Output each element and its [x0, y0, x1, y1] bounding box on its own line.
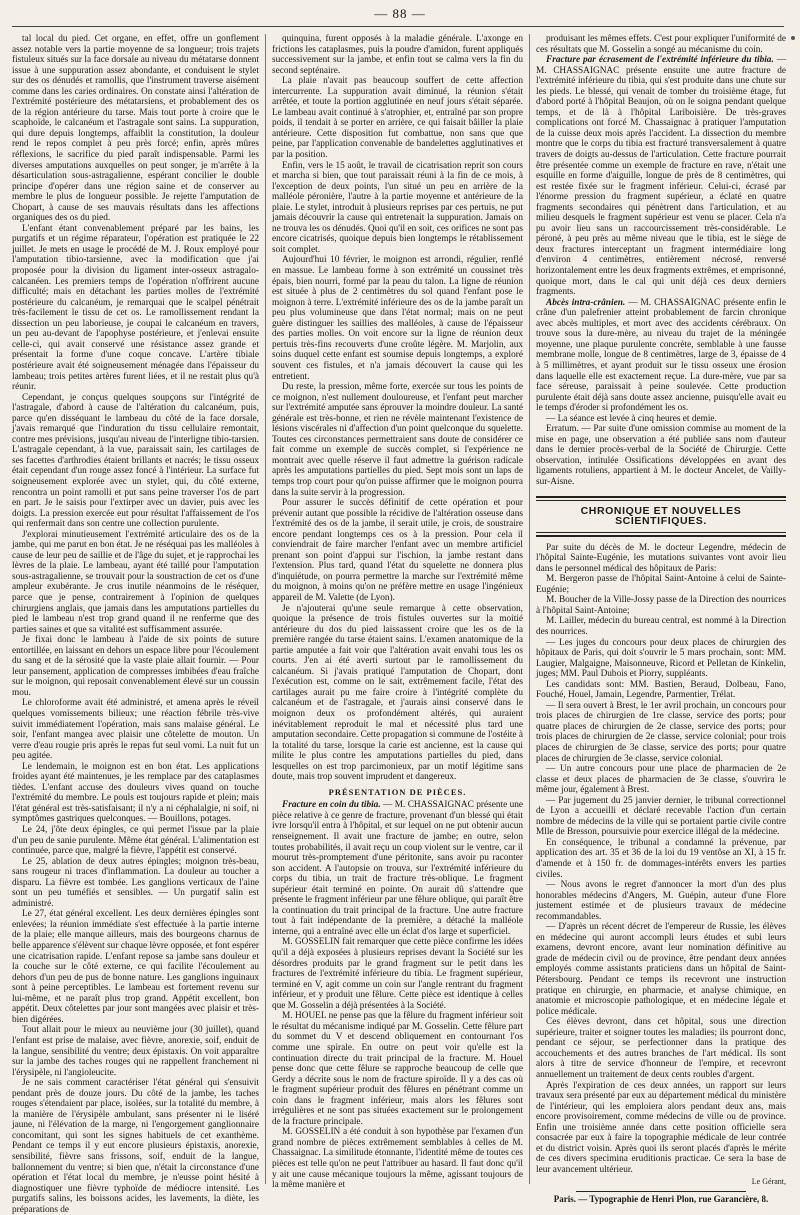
- paragraph: M. GOSSELIN a été conduit à son hypothèse par l'examen d'un grand nombre de pièces extrêmement semblables à celles de M. Chassaignac. La similitude étonnante, l'identité même de toutes ces pièces est telle qu'on ne peut l'attribuer au hasard. Il faut donc qu'il y ait une cause mécanique toujours la même, agissant toujours de la même manière et: [272, 1127, 523, 1191]
- paragraph-body: — M. CHASSAIGNAC présente une pièce relative à ce genre de fracture, provenant d'un blessé qui était ivre lorsqu'il entra à l'hôpital, et sur lequel on ne put obtenir aucun renseignement. Il avait une fracture de jambe; en outre, selon toutes probabilités, il avait reçu un coup violent sur le ventre, car il mourut très-promptement d'une péritonite, sans avoir pu raconter son accident. A l'autopsie on trouva, sur l'extrémité inférieure du corps du tibia, un trait de fracture très-oblique. Le fragment supérieur était terminé en pointe. On aurait dû s'attendre que présente le fragment inférieur par une fêlure oblique, qui paraît être la continuation du trait principal de la fracture. Une autre fracture tout à fait indépendante de la première, a détaché la malléole interne, qui a entraîné avec elle un éclat d'os large et superficiel.: [272, 800, 523, 937]
- paragraph: L'enfant étant convenablement préparé par les bains, les purgatifs et un régime réparateur, l'opération est pratiquée le 22 juillet. Je mets en usage le procédé de M. J. Roux employé pour l'amputation tibio-tarsienne, avec la modification que j'ai proposée pour la division du ligament inter-osseux astragalo-calcanéen. Les premiers temps de l'opération n'offrirent aucune difficulté; mais en détachant les parties molles de l'extrémité postérieure du calcanéum, je remarquai que le scalpel pénétrait très-facilement le tissu de cet os. Le ramollissement rendant la dissection un peu laborieuse, je coupai le calcanéum en travers, un peu au-devant de l'apophyse postérieure, et j'enlevai ensuite celle-ci, qui avait conservé une résistance assez grande et présentait la forme d'une coque concave. L'artère tibiale postérieure avait été soigneusement ménagée dans l'épaisseur du lambeau; trois petites artères furent liées, et il ne restait plus qu'à réunir.: [12, 223, 259, 393]
- paragraph-lead: Fracture en coin du tibia.: [282, 800, 381, 811]
- paragraph: — D'après un récent décret de l'empereur de Russie, les élèves en médecine qui auront accompli leurs études et subi leurs examens, devront encore, avant leur nomination définitive au grade de médecin civil ou de province, être pendant deux années employés comme assistants praticiens dans un hôpital de Saint-Pétersbourg. Pendant ce temps ils recevront une instruction pratique en chirurgie, en pharmacie, et analyse chimique, en anatomie et microscopie pathologique, et en médecine légale et police médicale.: [536, 922, 786, 1017]
- column-divider: [265, 34, 266, 1184]
- paragraph: Enfin, vers le 15 août, le travail de cicatrisation reprit son cours et marcha si bien, que tout paraissait réuni à la fin de ce mois, à l'exception de deux points, l'un situé un peu en arrière de la malléole péronière, l'autre à la partie moyenne et antérieure de la plaie. Le stylet, introduit à plusieurs reprises par ces pertuis, ne put jamais découvrir la cause qui entretenait la suppuration. Jamais on ne trouva les os dénudés. Quoi qu'il en soit, ces orifices ne sont pas encore cicatrisés, quoique depuis bien longtemps le rétablissement soit complet.: [272, 160, 523, 255]
- section-rule: [536, 532, 786, 533]
- paragraph: Ces élèves devront, dans cet hôpital, sous une direction supérieure, traiter et soigner toutes les maladies; ils pourront donc, pendant ce séjour, se perfectionner dans la pratique des accouchements et des autres branches de l'art médical. Ils sont alors à titre de service d'honneur de l'empire, et recevront annuellement un traitement de deux cents roubles d'argent.: [536, 1017, 786, 1080]
- paragraph: Je ne sais comment caractériser l'état général qui s'ensuivit pendant près de douze jours. Du côté de la jambe, les taches rouges s'étendaient par place, isolées, sur la totalité du membre, à la manière de l'érysipèle ambulant, sans présenter ni le liséré jaune, ni l'élévation de la marge, ni l'engorgement ganglionnaire concomitant, qui sont les signes habituels de cet exanthème. Pendant ce temps il y eut encore plusieurs épistaxis, anorexie, sensibilité, fièvre sans frissons, soif, enduit de la langue, ballonnement du ventre; si bien que, n'était la circonstance d'une opération et l'état local du membre, je n'eusse point hésité à diagnostiquer une fièvre typhoïde de médiocre intensité. Les purgatifs salins, les boissons acides, les lavements, la diète, les préparations de: [12, 1078, 259, 1215]
- section-title-chronique: CHRONIQUE ET NOUVELLES SCIENTIFIQUES.: [580, 504, 742, 528]
- margin-mark: [791, 36, 795, 40]
- paragraph: Tout allait pour le mieux au neuvième jour (30 juillet), quand l'enfant est prise de malaise, avec fièvre, anorexie, soif, enduit de la langue, sensibilité du ventre; deux épistaxis. On voit apparaître sur la jambe des taches rouges qui ne rappellent franchement ni l'érysipèle, ni l'angioleucite.: [12, 1025, 259, 1078]
- column-left: [12, 34, 259, 1215]
- paragraph-body: — M. CHASSAIGNAC présente ensuite une autre fracture de l'extrémité inférieure du tibia, qui s'est produite dans une chute sur les pieds. Le blessé, qui venait de tomber du troisième étage, fut d'abord porté à l'hôpital Beaujon, où on le soigna pendant quelque temps, et de là à l'hôpital Lariboisière. De très-graves complications ont forcé M. Chassaignac à pratiquer l'amputation de la cuisse deux mois après l'accident. La dissection du membre montre que le corps du tibia est fracturé transversalement à quatre travers de doigts au-dessus de l'articulation. Cette fracture pourrait être présentée comme un exemple de fracture en rave, n'était une esquille en forme d'aiguille, longue de près de 8 centimètres, qui est restée fixée sur le fragment inférieur. Celui-ci, écrasé par l'énorme pression du fragment supérieur, a éclaté en quatre fragments secondaires qui pénètrent dans l'articulation, et au milieu desquels le fragment supérieur est venu se placer. Cela n'a pu avoir lieu sans un raccourcissement très-considérable. Le péroné, à peu près au même niveau que le tibia, est le siège de deux fractures interceptant un fragment intermédiaire long d'environ 4 centimètres, entièrement nécrosé, renversé horizontalement entre les deux fragments extrêmes, et emprisonné, quoique mort, dans le cal qui unit déjà ces deux derniers fragments.: [536, 55, 786, 298]
- paragraph: [536, 298, 786, 414]
- section-rule: [536, 496, 786, 498]
- paragraph: — La séance est levée à cinq heures et demie.: [546, 413, 717, 424]
- page-number: — 88 —: [374, 6, 426, 21]
- paragraph: Je n'ajouterai qu'une seule remarque à cette observation, quoique la présence de trois fistules ouvertes sur la moitié antérieure du dos du pied laissassent croire que les os de la première rangée du tarse étaient sains. L'examen anatomique de la partie amputée a fait voir que l'altération avait envahi tous les os courts. J'en ai été averti surtout par le ramollissement du calcanéum. Si j'avais pratiqué l'amputation de Chopart, dont l'exécution est, comme on le sait, extrêmement facile, l'état des cartilages aurait pu me faire croire à l'intégrité complète du calcanéum et de l'astragale, et j'aurais ainsi conservé dans le moignon deux os profondément altérés, qui auraient inévitablement reproduit le mal et nécessité plus tard une amputation secondaire. Cette propagation si commune de l'ostéite à la totalité du tarse, lorsque la carie est ancienne, est la cause qui milite le plus contre les amputations partielles du pied, dans lesquelles on est trop parcimonieux, par un motif légitime sans doute, mais trop souvent imprudent et dangereux.: [272, 603, 523, 783]
- section-rule: [536, 535, 786, 537]
- paragraph: M. Lailler, médecin du bureau central, est nommé à la Direction des nourrices.: [536, 616, 786, 637]
- paragraph: Pour assurer le succès définitif de cette opération et pour prévenir autant que possible la récidive de l'altération osseuse dans l'extrémité des os de la jambe, il serait utile, je crois, de soustraire encore pendant longtemps ces os à la pression. Pour cela il conviendrait de faire marcher l'enfant avec un membre artificiel prenant son point d'appui sur l'ischion, la jambe restant dans l'extension. Plus tard, quand l'état du squelette ne donnera plus d'inquiétude, on pourra permettre la marche sur l'extrémité même du moignon, à moins qu'on ne préfère mettre en usage l'ingénieux appareil de M. Valette (de Lyon).: [272, 498, 523, 603]
- column-right: [536, 34, 787, 1204]
- paragraph: — Un autre concours pour une place de pharmacien de 2e classe et deux places de pharmacien de 3e classe, s'ouvrira le même jour, également à Brest.: [536, 764, 786, 796]
- signature-line: Le Gérant,: [751, 1177, 786, 1187]
- paragraph: Cependant, je conçus quelques soupçons sur l'intégrité de l'astragale, d'abord à cause de l'altération du calcanéum, puis, parce qu'en disséquant le lambeau du côté de la face dorsale, j'avais remarqué que l'induration du tissu cellulaire remontait, contre mes prévisions, jusqu'au niveau de l'interligne tibio-tarsien. L'astragale cependant, à la vue, paraissait sain, les cartilages de ses facettes d'arthrodies étaient brillants et nacrés; le tissu osseux était cependant d'un rouge assez foncé à l'intérieur. La surface fut soigneusement explorée avec un stylet, qui, du côté externe, rencontra un point ramolli et put sans peine traverser l'os de part en part. Je le saisis pour l'extirper avec un davier, puis avec les doigts. La pression exercée eut pour résultat l'affaissement de l'os qui renfermait dans son centre une collection purulente.: [12, 392, 259, 530]
- paragraph: quinquina, furent opposés à la maladie générale. L'axonge en frictions les cataplasmes, puis la poudre d'amidon, furent appliqués successivement sur la jambe, et enfin tout se calma vers la fin du second septénaire.: [272, 34, 523, 76]
- paragraph: — Les juges du concours pour deux places de chirurgien des hôpitaux de Paris, qui doit s'ouvrir le 5 mars prochain, sont: MM. Laugier, Malgaigne, Maisonneuve, Ricord et Pelletan de Kinkelin, juges; MM. Paul Dubois et Piorry, suppléants.: [536, 637, 786, 680]
- section-rule: [536, 500, 786, 501]
- paragraph: M. HOUEL ne pense pas que la fêlure du fragment inférieur soit le résultat du mécanisme indiqué par M. Gosselin. Cette fêlure part du sommet du V et descend obliquement en contournant l'os comme une spirale. En outre on peut voir qu'elle est la continuation directe du trait principal de la fracture. M. Houel pense donc que cette fêlure se rapproche beaucoup de celle que Gerdy a décrite sous le nom de fracture spiroïde. Il y a des cas où le fragment supérieur produit des fêlures en pénétrant comme un coin dans le fragment inférieur, mais alors les fêlures sont irrégulières et ne sont pas situées exactement sur le prolongement de la fracture principale.: [272, 1011, 523, 1127]
- paragraph: tal local du pied. Cet organe, en effet, offre un gonflement assez notable vers la partie moyenne de sa longueur; trois trajets fistuleux situés sur la face dorsale au niveau du métatarse donnent issue à une suppuration assez abondante, et conduisent le stylet sur des os dénudés et ramollis, que l'instrument traverse aisément comme dans les caries ordinaires. On constate ainsi l'altération de l'extrémité postérieure des métatarsiens, et probablement des os de la région antérieure du tarse. Mais tout porte à croire que le scaphoïde, le calcanéum et l'astragale sont sains. La suppuration, qui dure depuis longtemps, affaiblit la constitution, la douleur rend le repos complet à peu près forcé; enfin, après mûres réflexions, le sacrifice du pied paraît indispensable. Parmi les diverses amputations auxquelles on peut songer, je m'arrête à la désarticulation sous-astragalienne, espérant concilier le double principe d'opérer dans une région saine et de conserver au membre le plus de longueur possible. Je rejette l'amputation de Chopart, à cause de ses mauvais résultats dans les affections organiques des os du pied.: [12, 34, 259, 224]
- paragraph: [272, 800, 523, 937]
- paragraph: — Nous avons le regret d'annoncer la mort d'un des plus honorables médecins d'Angers, M. Guépin, auteur d'une Flore justement estimée et de plusieurs travaux de médecine recommandables.: [536, 880, 786, 922]
- paragraph-lead: Fracture par écrasement de l'extrémité inférieure du tibia.: [546, 55, 774, 66]
- paragraph: Le 25, ablation de deux autres épingles; moignon très-beau, sans rougeur ni traces d'inflammation. La douleur au toucher a disparu. La fièvre est tombée. Les ganglions verticaux de l'aine sont un peu tuméfiés et sensibles. — Un purgatif salin est administré.: [12, 856, 259, 909]
- section-title-block: [536, 496, 786, 537]
- paragraph: Par suite du décès de M. le docteur Legendre, médecin de l'hôpital Sainte-Eugénie, les mutations suivantes vont avoir lieu dans le personnel médical des hôpitaux de Paris:: [536, 542, 786, 574]
- paragraph: Du reste, la pression, même forte, exercée sur tous les points de ce moignon, n'est nullement douloureuse, et l'enfant peut marcher sur l'extrémité amputée sans éprouver la moindre douleur. La santé générale est très-bonne, et rien ne révèle maintenant l'existence de lésions viscérales ni d'affection d'un point quelconque du squelette. Toutes ces circonstances permettraient sans doute de considérer ce fait comme un exemple de succès complet, si l'expérience ne montrait avec quelle réserve il faut admettre la guérison radicale après les amputations partielles du pied. Sept mois sont un laps de temps trop court pour qu'on puisse affirmer que le moignon pourra dans la suite servir à la progression.: [272, 382, 523, 498]
- paragraph: Le lendemain, le moignon est en bon état. Les applications froides ayant été maintenues, je les remplace par des cataplasmes tièdes. L'enfant accuse des douleurs vives quand on touche l'extrémité du membre. Le pouls est toujours rapide et plein; mais l'état général est très-satisfaisant; il n'y a ni céphalalgie, ni soif, ni symptômes gastriques quelconques. — Bouillons, potages.: [12, 761, 259, 825]
- paragraph: Le chloroforme avait été administré, et amena après le réveil quelques vomissements bilieux; une réaction fébrile très-vive suivit immédiatement l'opération, mais sans malaise général. Le soir, l'enfant mangea avec plaisir une côtelette de mouton. Un verre d'eau rougie pris après le repas fut seul vomi. La nuit fut un peu agitée.: [12, 698, 259, 762]
- paragraph: Les candidats sont: MM. Bastien, Beraud, Dolbeau, Fano, Fouché, Houel, Jamain, Legendre, Parmentier, Trélat.: [536, 679, 786, 701]
- paragraph: En conséquence, le tribunal a condamné la prévenue, par application des art. 35 et 36 de la loi du 19 ventôse an XI, à 15 fr. d'amende et à 150 fr. de dommages-intérêts envers les parties civiles.: [536, 837, 786, 880]
- paragraph: produisant les mêmes effets. C'est pour expliquer l'uniformité de ces résultats que M. Gosselin a songé au mécanisme du coin.: [536, 34, 786, 55]
- paragraph: [536, 55, 786, 298]
- paragraph-body: — M. CHASSAIGNAC présente enfin le crâne d'un palefrenier atteint probablement de farcin chronique avec abcès multiples, et mort avec des accidents cérébraux. On trouve sous la dure-mère, au niveau du trajet de la méningée moyenne, une plaque purulente concrète, semblable à une fausse membrane molle, longue de 8 centimètres, large de 3, épaisse de 4 à 5 millimètres, et ayant produit sur le tissu osseux une érosion dans laquelle elle est exactement reçue. La dure-mère, vue par sa face séreuse, paraissait à peine soulevée. Cette production purulente était déjà sans doute assez ancienne, puisqu'elle avait eu le temps d'éroder si profondément les os.: [536, 297, 787, 414]
- paragraph: Le 27, état général excellent. Les deux dernières épingles sont enlevées; la réunion immédiate s'est effectuée à la partie interne de la plaie; elle manque ailleurs, mais des bourgeons charnus de belle apparence s'élèvent sur chaque lèvre opposée, et font espérer une cicatrisation rapide. L'enfant repose sa jambe sans douleur et la couche sur le côté externe, ce qui facilite l'écoulement au dehors d'un peu de pus de bonne nature. Les ganglions inguinaux sont à peine perceptibles. Le lambeau est fortement revenu sur lui-même, et ne paraît plus trop grand. Appétit excellent, bon appétit. Deux côtelettes par jour sont mangées avec plaisir et très-bien digérées.: [12, 909, 259, 1025]
- column-divider: [529, 34, 530, 1184]
- header-rule: [12, 26, 784, 27]
- imprint-rule: [576, 1191, 746, 1192]
- paragraph: J'explorai minutieusement l'extrémité articulaire des os de la jambe, qui me parut en bon état. Je ne réséquai pas les malléoles à cause de leur peu de saillie et de l'âge du sujet, et je rapprochai les lèvres de la plaie. Le lambeau, ayant été taillé pour l'amputation sous-astragalienne, se trouvait pour la soustraction de cet os d'une ampleur exubérante. Je crus inutile néanmoins de le réséquer, parce que je pense, contrairement à l'opinion de quelques chirurgiens anglais, que jamais dans les amputations partielles du pied le lambeau n'est trop grand quand il ne renferme que des parties saines et que sa vitalité est suffisamment assurée.: [12, 529, 259, 635]
- erratum-paragraph: Erratum. — Par suite d'une omission commise au moment de la mise en page, une observation a été publiée sans nom d'auteur dans le dernier procès-verbal de la Société de Chirurgie. Cette observation, intitulée Ossifications développées en avant des ligaments rotuliens, appartient à M. le docteur Ancelet, de Vailly-sur-Aisne.: [536, 424, 786, 487]
- paragraph: — Par jugement du 25 janvier dernier, le tribunal correctionnel de Lyon a accueilli et déclaré recevable l'action d'un certain nombre de médecins de la ville qui se portaient partie civile contre Mlle de Bresson, poursuivie pour exercice illégal de la médecine.: [536, 795, 786, 838]
- paragraph: Aujourd'hui 10 février, le moignon est arrondi, régulier, renflé en massue. Le lambeau forme à son extrémité un coussinet très épais, bien nourri, formé par la peau du talon. La ligne de réunion est située à plus de 2 centimètres du sol quand l'enfant pose le moignon à terre. L'extrémité inférieure des os de la jambe paraît un peu plus volumineuse que dans l'état normal; mais on ne peut guère distinguer les saillies des malléoles, à cause de l'épaisseur des parties molles. On voit encore sur la ligne de réunion deux pertuis très-fins recouverts d'une croûte légère. M. Marjolin, aux soins duquel cette enfant est soumise depuis longtemps, a exploré souvent ces fistules, et n'a jamais découvert la cause qui les entretient.: [272, 255, 523, 382]
- paragraph: Le 24, j'ôte deux épingles, ce qui permet l'issue par la plaie d'un peu de sanie purulente. Même état général. L'alimentation est continuée, parce que, malgré la fièvre, l'appétit est conservé.: [12, 825, 259, 857]
- paragraph: Après l'expiration de ces deux années, un rapport sur leurs travaux sera présenté par eux au département médical du ministère de l'intérieur, qui les emploiera alors pendant deux ans, mais encore provisoirement, comme médecins de ville ou de province. Enfin une troisième année dans cette position officielle sera consacrée par eux à faire la topographie médicale de leur contrée et du district voisin. Après quoi ils seront placés d'après le mérite de ces divers specimina eruditionis practicae. Ce sera la base de leur avancement ultérieur.: [536, 1080, 786, 1175]
- paragraph: M. GOSSELIN fait remarquer que cette pièce confirme les idées qu'il a déjà exposées à plusieurs reprises devant la Société sur les désordres produits par le grand fragment sur le petit dans les fractures de l'extrémité inférieure du tibia. Le fragment supérieur, terminé en V, agit comme un coin sur l'angle rentrant du fragment inférieur, et y produit une fêlure. Cette pièce est identique à celles que M. Gosselin a déjà présentées à la Société.: [272, 937, 523, 1011]
- imprint-line: Paris. — Typographie de Henri Plon, rue Garancière, 8.: [553, 1193, 769, 1204]
- paragraph-lead: Abcès intra-crânien.: [546, 297, 626, 308]
- column-middle: [272, 34, 523, 1191]
- paragraph: La plaie n'avait pas beaucoup souffert de cette affection intercurrente. La suppuration avait diminué, la réunion s'était arrêtée, et toute la portion agglutinée en neuf jours s'était séparée. Le lambeau avait continué à s'atrophier, et, entraîné par son propre poids, il tendait à se porter en arrière, ce qui faisait bâiller la plaie antérieure. Cette disposition fut combattue, non sans que que peine, par l'application convenable de bandelettes agglutinatives et par la position.: [272, 76, 523, 161]
- section-heading-presentation: PRÉSENTATION DE PIÈCES.: [328, 786, 467, 797]
- paragraph: M. Bergeron passe de l'hôpital Saint-Antoine à celui de Sainte-Eugénie;: [536, 574, 786, 595]
- paragraph: Je fixai donc le lambeau à l'aide de six points de suture entortillée, en laissant en dehors un espace libre pour l'écoulement du sang et de la sérosité que la vaste plaie allait fournir. — Pour leur pansement, application de compresses imbibées d'eau fraîche sur le moignon, qui reposait convenablement élevé sur un coussin mou.: [12, 635, 259, 698]
- paragraph: — Il sera ouvert à Brest, le 1er avril prochain, un concours pour trois places de chirurgien de 1re classe, service des ports; pour quatre places de chirurgien de 2e classe, service des ports; pour trois places de chirurgien de 2e classe, service colonial; pour trois places de chirurgien de 3e classe, service des ports; pour quatre places de chirurgien de 3e classe, service colonial.: [536, 700, 786, 764]
- paragraph: M. Boucher de la Ville-Jossy passe de la Direction des nourrices à l'hôpital Saint-Antoine;: [536, 595, 786, 616]
